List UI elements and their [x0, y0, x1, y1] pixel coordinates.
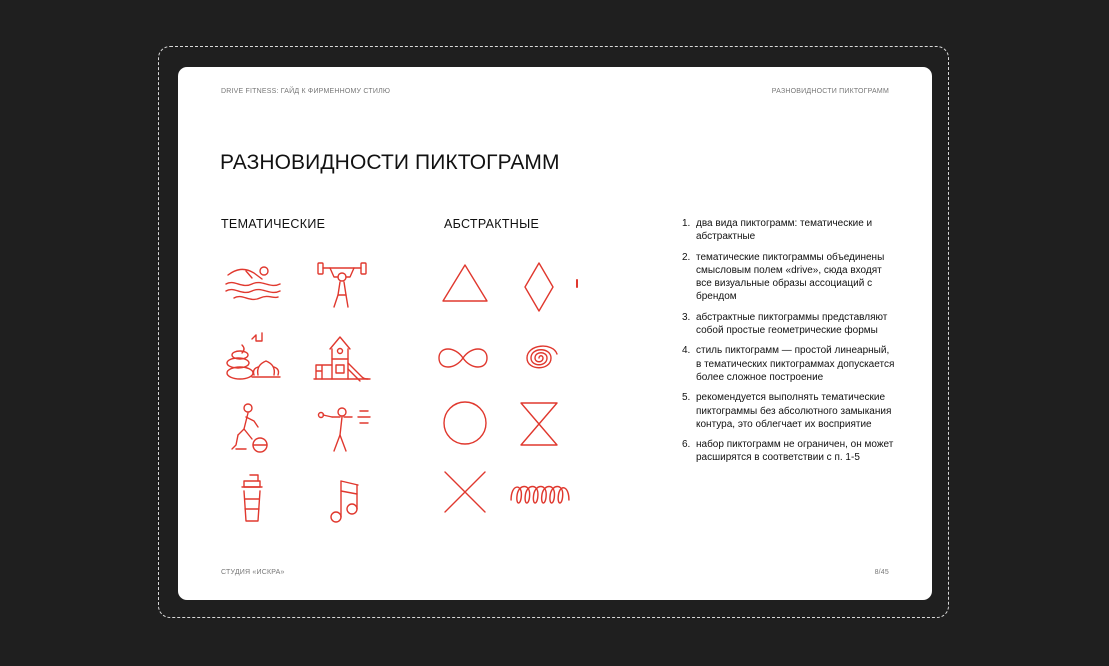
- list-item-text: набор пиктограмм не ограничен, он может расширятся в соответствии с п. 1-5: [696, 439, 894, 464]
- page-title: РАЗНОВИДНОСТИ ПИКТОГРАММ: [220, 151, 560, 174]
- playground-icon: [312, 329, 372, 389]
- weightlifter-icon: [312, 251, 372, 311]
- coil-icon: [509, 462, 569, 522]
- spiral-icon: [509, 328, 569, 388]
- list-item-number: 4.: [682, 345, 691, 357]
- list-item: [682, 438, 897, 465]
- circle-icon: [435, 393, 495, 453]
- list-item-number: 3.: [682, 311, 691, 323]
- list-item-text: абстрактные пиктограммы представляют собой простые геометрические формы: [696, 311, 888, 337]
- header-right: РАЗНОВИДНОСТИ ПИКТОГРАММ: [771, 88, 889, 95]
- list-item: [682, 251, 897, 304]
- footer-left: СТУДИЯ «ИСКРА»: [221, 569, 285, 576]
- cross-icon: [435, 462, 495, 522]
- list-item: [682, 311, 897, 338]
- list-item-number: 6.: [682, 439, 691, 451]
- diamond-icon: [509, 255, 569, 315]
- page-number: 8/45: [874, 569, 889, 576]
- section-label-abstract: АБСТРАКТНЫЕ: [444, 217, 540, 231]
- triangle-icon: [435, 255, 495, 315]
- cropped-icon-edge: [576, 279, 578, 288]
- header-left: DRIVE FITNESS: ГАЙД К ФИРМЕННОМУ СТИЛЮ: [221, 88, 391, 95]
- list-item-text: два вида пиктограмм: тематические и абстрактные: [696, 218, 873, 243]
- stones-lotus-icon: [222, 329, 282, 389]
- boxer-icon: [312, 401, 372, 461]
- list-item: [682, 344, 897, 384]
- swimmer-icon: [222, 251, 282, 311]
- slide-page: [178, 67, 932, 600]
- notes-list: [682, 217, 897, 472]
- music-note-icon: [312, 469, 372, 529]
- list-item-number: 5.: [682, 392, 691, 404]
- shaker-cup-icon: [222, 469, 282, 529]
- list-item-text: стиль пиктограмм — простой линеарный, в тематических пиктограммах допускается более сложное построение: [696, 345, 895, 383]
- list-item: [682, 217, 897, 244]
- list-item: [682, 391, 897, 431]
- list-item-number: 2.: [682, 251, 691, 263]
- list-item-text: тематические пиктограммы объединены смысловым полем «drive», сюда входят все визуальные образы ассоциаций с брендом: [696, 251, 885, 303]
- section-label-thematic: ТЕМАТИЧЕСКИЕ: [221, 217, 326, 231]
- hourglass-icon: [509, 393, 569, 453]
- list-item-text: рекомендуется выполнять тематические пиктограммы без абсолютного замыкания контура, это облегчает их восприятие: [696, 392, 892, 430]
- infinity-icon: [433, 328, 493, 388]
- ball-exercise-icon: [222, 401, 282, 461]
- list-item-number: 1.: [682, 218, 691, 229]
